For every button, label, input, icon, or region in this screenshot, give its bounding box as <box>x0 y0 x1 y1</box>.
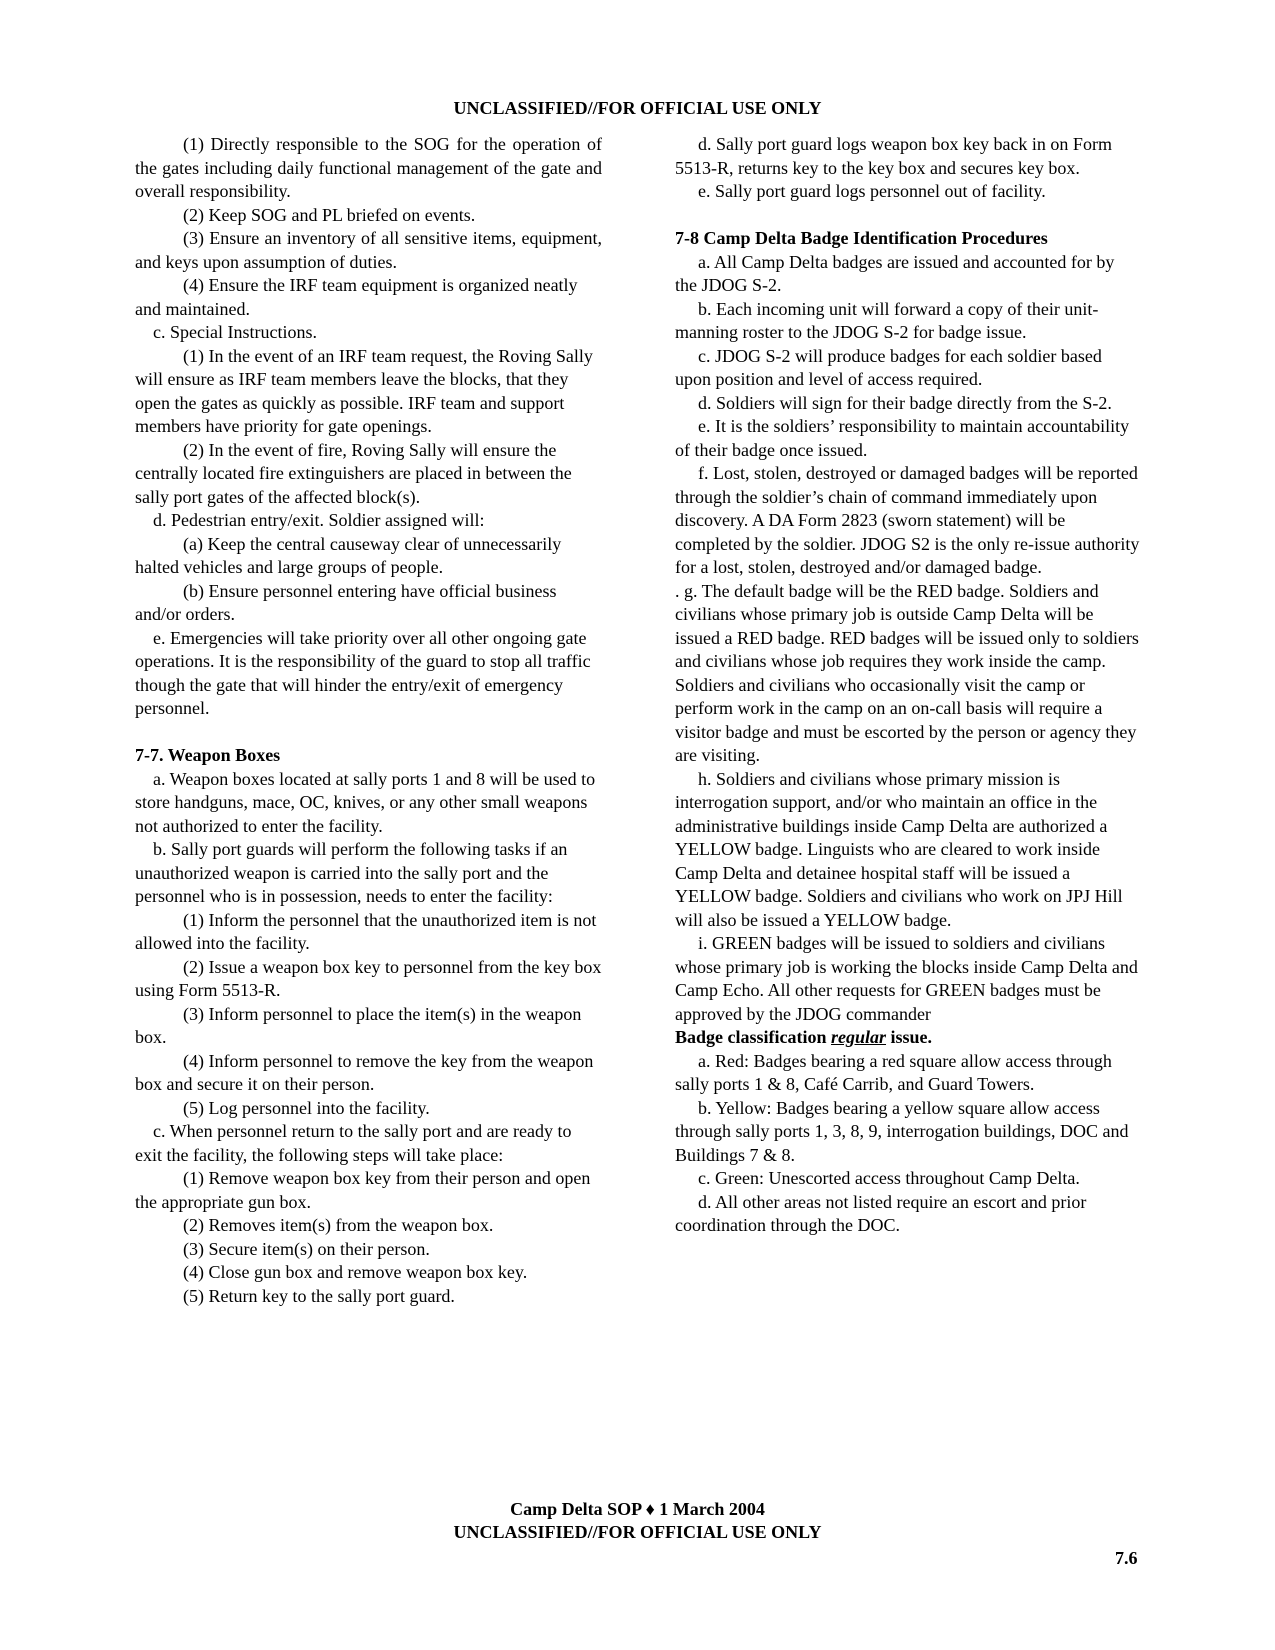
paragraph: (5) Return key to the sally port guard. <box>183 1285 455 1306</box>
paragraph: e. Emergencies will take priority over all other ongoing gate operations. It is the responsibility of the guard to stop all traffic though the gate that will hinder the entry/exit of emergency personnel. <box>135 627 591 718</box>
page-header-classification: UNCLASSIFIED//FOR OFFICIAL USE ONLY <box>453 98 822 118</box>
paragraph: c. Special Instructions. <box>153 322 317 342</box>
paragraph: h. Soldiers and civilians whose primary mission is interrogation support, and/or who maintain an office in the administrative buildings inside Camp Delta are authorized a YELLOW badge. Linguists who are cleared to work inside Camp Delta and detainee hospital staff will be issued a YELLOW badge. Soldiers and civilians who work on JPJ Hill will also be issued a YELLOW badge. <box>675 768 1123 930</box>
paragraph: (3) Ensure an inventory of all sensitive items, equipment, and keys upon assumption of duties. <box>135 228 602 272</box>
paragraph: a. All Camp Delta badges are issued and accounted for by the JDOG S-2. <box>675 251 1115 295</box>
right-column <box>675 133 1140 1238</box>
badge-classification-heading <box>675 1026 1140 1050</box>
page-footer <box>0 1498 1275 1544</box>
paragraph: c. When personnel return to the sally port and are ready to exit the facility, the following steps will take place: <box>135 1121 572 1165</box>
paragraph: b. Each incoming unit will forward a copy of their unit-manning roster to the JDOG S-2 for badge issue. <box>675 298 1099 342</box>
paragraph: (4) Close gun box and remove weapon box key. <box>183 1262 528 1282</box>
paragraph: i. GREEN badges will be issued to soldiers and civilians whose primary job is working the blocks inside Camp Delta and Camp Echo. All other requests for GREEN badges must be approved by the JDOG commander <box>675 933 1138 1024</box>
paragraph: (2) Removes item(s) from the weapon box. <box>183 1215 494 1235</box>
paragraph: (1) In the event of an IRF team request, the Roving Sally will ensure as IRF team members leave the blocks, that they open the gates as quickly as possible. IRF team and support members have priority for gate openings. <box>135 345 593 436</box>
paragraph: c. Green: Unescorted access throughout Camp Delta. <box>698 1168 1080 1188</box>
footer-document-title: Camp Delta SOP ♦ 1 March 2004 <box>510 1499 765 1519</box>
paragraph: (2) Keep SOG and PL briefed on events. <box>183 204 476 225</box>
paragraph: b. Sally port guards will perform the following tasks if an unauthorized weapon is carried into the sally port and the personnel who is in possession, needs to enter the facility: <box>135 839 568 906</box>
paragraph: . g. The default badge will be the RED badge. Soldiers and civilians whose primary job is outside Camp Delta will be issued a RED badge. RED badges will be issued only to soldiers and civilians whose job requires they work inside the camp. Soldiers and civilians who occasionally visit the camp or perform work in the camp on an on-call basis will require a visitor badge and must be escorted by the person or agency they are visiting. <box>675 580 1139 765</box>
left-column <box>135 133 602 1308</box>
regular-emphasis: regular <box>831 1027 887 1047</box>
paragraph: (2) Issue a weapon box key to personnel from the key box using Form 5513-R. <box>135 956 602 1000</box>
paragraph: a. Weapon boxes located at sally ports 1 and 8 will be used to store handguns, mace, OC, knives, or any other small weapons not authorized to enter the facility. <box>135 768 596 836</box>
paragraph: (1) Directly responsible to the SOG for the operation of the gates including daily functional management of the gate and overall responsibility. <box>135 134 602 201</box>
section-heading-7-8: 7-8 Camp Delta Badge Identification Procedures <box>675 228 1048 248</box>
paragraph: (3) Inform personnel to place the item(s) in the weapon box. <box>135 1003 582 1047</box>
paragraph: f. Lost, stolen, destroyed or damaged badges will be reported through the soldier’s chain of command immediately upon discovery. A DA Form 2823 (sworn statement) will be completed by the soldier. JDOG S2 is the only re-issue authority for a lost, stolen, destroyed and/or damaged badge. <box>675 463 1140 577</box>
heading-text: Badge classification <box>675 1027 831 1047</box>
paragraph: e. Sally port guard logs personnel out of facility. <box>698 181 1046 201</box>
paragraph: d. Sally port guard logs weapon box key back in on Form 5513-R, returns key to the key box and secures key box. <box>675 134 1112 178</box>
paragraph: (4) Ensure the IRF team equipment is organized neatly and maintained. <box>135 275 578 319</box>
paragraph: (1) Remove weapon box key from their person and open the appropriate gun box. <box>135 1168 591 1212</box>
paragraph: (b) Ensure personnel entering have official business and/or orders. <box>135 580 557 624</box>
heading-text: issue. <box>886 1027 933 1047</box>
paragraph: (5) Log personnel into the facility. <box>183 1097 430 1118</box>
paragraph: e. It is the soldiers’ responsibility to maintain accountability of their badge once issued. <box>675 416 1130 460</box>
paragraph: d. Pedestrian entry/exit. Soldier assigned will: <box>153 510 485 530</box>
paragraph: (2) In the event of fire, Roving Sally will ensure the centrally located fire extinguishers are placed in between the sally port gates of the affected block(s). <box>135 439 572 507</box>
paragraph: c. JDOG S-2 will produce badges for each soldier based upon position and level of access required. <box>675 345 1102 389</box>
paragraph: d. Soldiers will sign for their badge directly from the S-2. <box>698 392 1112 413</box>
paragraph: a. Red: Badges bearing a red square allow access through sally ports 1 & 8, Café Carrib, and Guard Towers. <box>675 1050 1112 1094</box>
footer-classification: UNCLASSIFIED//FOR OFFICIAL USE ONLY <box>453 1522 822 1542</box>
section-heading-7-7: 7-7. Weapon Boxes <box>135 745 281 765</box>
paragraph: (1) Inform the personnel that the unauthorized item is not allowed into the facility. <box>135 909 597 953</box>
paragraph: (4) Inform personnel to remove the key from the weapon box and secure it on their person. <box>135 1050 594 1094</box>
paragraph: (a) Keep the central causeway clear of unnecessarily halted vehicles and large groups of people. <box>135 533 562 577</box>
paragraph: (3) Secure item(s) on their person. <box>183 1238 430 1259</box>
paragraph: d. All other areas not listed require an escort and prior coordination through the DOC. <box>675 1191 1087 1235</box>
paragraph: b. Yellow: Badges bearing a yellow square allow access through sally ports 1, 3, 8, 9, interrogation buildings, DOC and Buildings 7 & 8. <box>675 1097 1129 1165</box>
page-number: 7.6 <box>1115 1548 1138 1568</box>
